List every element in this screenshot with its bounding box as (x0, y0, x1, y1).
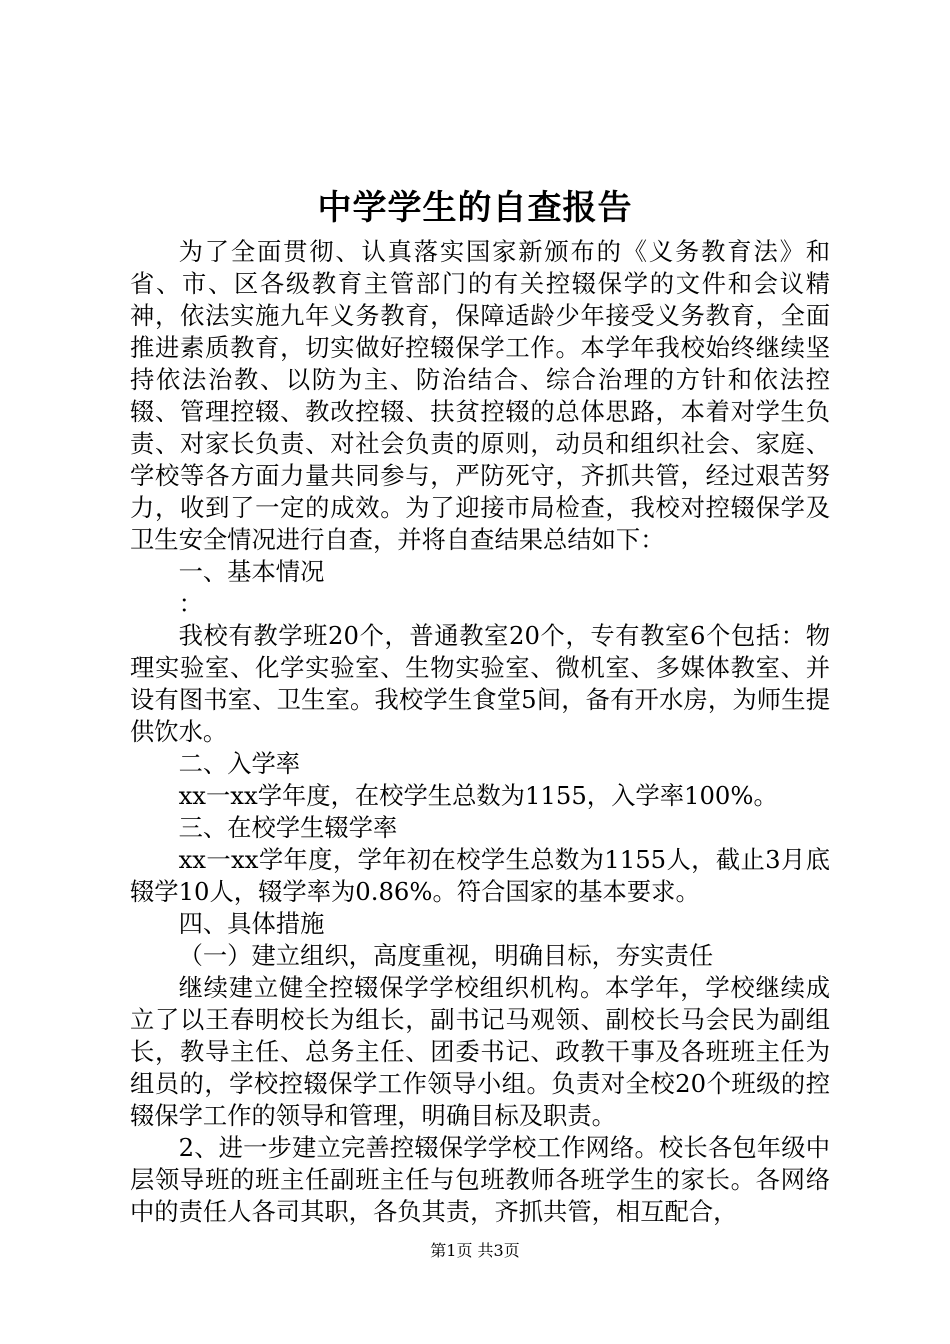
document-title: 中学学生的自查报告 (317, 188, 633, 228)
paragraph-network: 2、进一步建立完善控辍保学学校工作网络。校长各包年级中层领导班的班主任副班主任与包班教师各班学生的家长。各网络中的责任人各司其职，各负其责，齐抓共管，相互配合， (130, 1133, 830, 1226)
paragraph-dropout-rate: xx一xx学年度，学年初在校学生总数为1155人，截止3月底辍学10人，辍学率为0.86%。符合国家的基本要求。 (130, 845, 830, 906)
paragraph-colon: ： (178, 589, 203, 618)
subheading-organization: （一）建立组织，高度重视，明确目标，夯实责任 (178, 941, 714, 970)
document-body (130, 236, 830, 1228)
heading-dropout-rate: 三、在校学生辍学率 (178, 813, 398, 842)
paragraph-organization: 继续建立健全控辍保学学校组织机构。本学年，学校继续成立了以王春明校长为组长，副书记马观领、副校长马会民为副组长，教导主任、总务主任、团委书记、政教干事及各班班主任为组员的，学校控辍保学工作领导小组。负责对全校20个班级的控辍保学工作的领导和管理，明确目标及职责。 (130, 973, 830, 1130)
paragraph-intro: 为了全面贯彻、认真落实国家新颁布的《义务教育法》和省、市、区各级教育主管部门的有关控辍保学的文件和会议精神，依法实施九年义务教育，保障适龄少年接受义务教育，全面推进素质教育，切实做好控辍保学工作。本学年我校始终继续坚持依法治教、以防为主、防治结合、综合治理的方针和依法控辍、管理控辍、教改控辍、扶贫控辍的总体思路，本着对学生负责、对家长负责、对社会负责的原则，动员和组织社会、家庭、学校等各方面力量共同参与，严防死守，齐抓共管，经过艰苦努力，收到了一定的成效。为了迎接市局检查，我校对控辍保学及卫生安全情况进行自查，并将自查结果总结如下： (130, 237, 830, 554)
paragraph-basic-info: 我校有教学班20个，普通教室20个，专有教室6个包括：物理实验室、化学实验室、生物实验室、微机室、多媒体教室、并设有图书室、卫生室。我校学生食堂5间，备有开水房，为师生提供饮水。 (130, 621, 830, 746)
page-footer: 第1页 共3页 (430, 1241, 520, 1260)
heading-enrollment-rate: 二、入学率 (178, 749, 301, 778)
paragraph-enrollment-rate: xx一xx学年度，在校学生总数为1155，入学率100%。 (178, 781, 778, 810)
heading-basic-info: 一、基本情况 (178, 557, 325, 586)
heading-measures: 四、具体措施 (178, 909, 325, 938)
